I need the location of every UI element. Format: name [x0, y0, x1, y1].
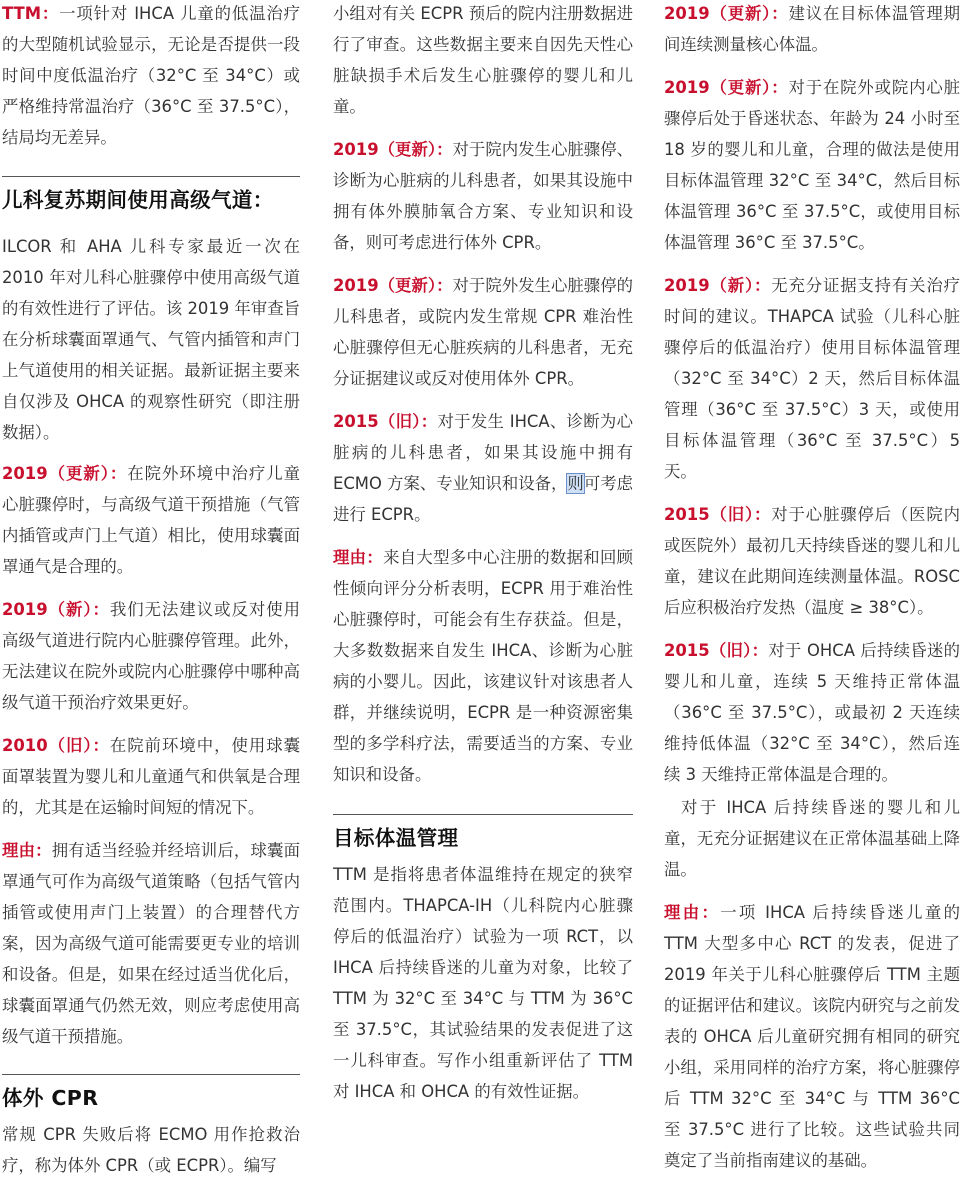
- ecpr-2015-old-text-b: 可考虑进行 ECPR。: [333, 474, 634, 524]
- rec-2019-updated-label: 2019（更新）：: [2, 464, 128, 483]
- ttm-2015-old-2-text: 对于 OHCA 后持续昏迷的婴儿和儿童，连续 5 天维持正常体温（36°C 至 37.5°C），或最初 2 天连续维持低体温（32°C 至 34°C），然后连续 3 天维持正常体温是合理的。: [664, 641, 960, 784]
- ttm-2015-old-2-paragraph: [664, 635, 960, 790]
- ttm-2015-old-2-label: 2015（旧）：: [664, 641, 769, 660]
- airway-intro-paragraph: ILCOR 和 AHA 儿科专家最近一次在 2010 年对儿科心脏骤停中使用高级气道的有效性进行了评估。该 2019 年审查旨在分析球囊面罩通气、气管内插管和声门上气道使用的相关证据。最新证据主要来自仅涉及 OHCA 的观察性研究（即注册数据）。: [2, 237, 300, 442]
- ttm-2019-updated-2-label: 2019（更新）：: [664, 78, 789, 97]
- rationale-ecpr-text: 来自大型多中心注册的数据和回顾性倾向评分分析表明，ECPR 用于难治性心脏骤停时，可能会有生存获益。但是，大多数数据来自发生 IHCA、诊断为心脏病的小婴儿。因此，该建议针对该患者人群，并继续说明，ECPR 是一种资源密集型的多学科疗法，需要适当的方案、专业知识和设备。: [333, 548, 634, 784]
- ecpr-2019-updated-b-label: 2019（更新）：: [333, 276, 453, 295]
- rec-2019-new-label: 2019（新）：: [2, 600, 110, 619]
- ttm-text: 一项针对 IHCA 儿童的低温治疗的大型随机试验显示，无论是否提供一段时间中度低温治疗（32°C 至 34°C）或严格维持常温治疗（36°C 至 37.5°C），结局均无差异。: [2, 4, 300, 147]
- ttm-2019-updated-2-text: 对于在院外或院内心脏骤停后处于昏迷状态、年龄为 24 小时至 18 岁的婴儿和儿童，合理的做法是使用目标体温管理 32°C 至 34°C，然后目标体温管理 36°C 至 37.5°C，或使用目标体温管理 36°C 至 37.5°C。: [664, 78, 961, 252]
- ecpr-2019-updated-a-text: 对于院内发生心脏骤停、诊断为心脏病的儿科患者，如果其设施中拥有体外膜肺氧合方案、专业知识和设备，则可考虑进行体外 CPR。: [333, 140, 634, 252]
- rationale-airway-text: 拥有适当经验并经培训后，球囊面罩通气可作为高级气道策略（包括气管内插管或使用声门上装置）的合理替代方案，因为高级气道可能需要更专业的培训和设备。但是，如果在经过适当优化后，球囊面罩通气仍然无效，则应考虑使用高级气道干预措施。: [2, 841, 301, 1046]
- rec-2010-old-label: 2010（旧）：: [2, 736, 110, 755]
- ttm-2015-old-1-label: 2015（旧）：: [664, 505, 772, 524]
- rationale-airway-label: 理由：: [2, 841, 52, 860]
- ttm-2019-updated-1-label: 2019（更新）：: [664, 4, 789, 23]
- ecpr-2015-old-label: 2015（旧）：: [333, 412, 438, 431]
- heading-ecpr: 体外 CPR: [2, 1074, 300, 1113]
- ttm-2019-new-text: 无充分证据支持有关治疗时间的建议。THAPCA 试验（儿科心脏骤停后的低温治疗）使用目标体温管理（32°C 至 34°C）2 天，然后目标体温管理（36°C 至 37.5°C）3 天，或使用目标体温管理（36°C 至 37.5°C）5 天。: [664, 276, 961, 481]
- rationale-airway-paragraph: [2, 835, 300, 1052]
- column-left: [2, 0, 300, 1181]
- ttm-2019-updated-2-paragraph: [664, 72, 960, 258]
- ttm-2019-new-paragraph: [664, 270, 960, 487]
- ttm-2015-old-1-text: 对于心脏骤停后（医院内或医院外）最初几天持续昏迷的婴儿和儿童，建议在此期间连续测量体温。ROSC 后应积极治疗发热（温度 ≥ 38°C）。: [664, 505, 961, 617]
- rationale-ecpr-paragraph: [333, 542, 633, 790]
- ttm-label: TTM：: [2, 4, 60, 23]
- rec-2019-new-text: 我们无法建议或反对使用高级气道进行院内心脏骤停管理。此外，无法建议在院外或院内心脏骤停中哪种高级气道干预治疗效果更好。: [2, 600, 300, 712]
- heading-pediatric-airway: 儿科复苏期间使用高级气道：: [2, 176, 300, 217]
- rec-2010-old-paragraph: [2, 730, 300, 823]
- ecpr-intro-paragraph: 常规 CPR 失败后将 ECMO 用作抢救治疗，称为体外 CPR（或 ECPR）。编写: [2, 1125, 300, 1175]
- ttm-2015-old-1-paragraph: [664, 499, 960, 623]
- rationale-ttm-label: 理由：: [664, 903, 721, 922]
- ecpr-2019-updated-a-paragraph: [333, 134, 633, 258]
- ecpr-2015-old-text-a: 对于发生 IHCA、诊断为心脏病的儿科患者，如果其设施中拥有 ECMO 方案、专业知识和设备，: [333, 412, 634, 493]
- ecpr-2015-old-paragraph: [333, 406, 633, 530]
- text-selection-highlight[interactable]: 则: [567, 474, 584, 493]
- heading-targeted-temperature-management: 目标体温管理: [333, 814, 633, 853]
- rec-2010-old-text: 在院前环境中，使用球囊面罩装置为婴儿和儿童通气和供氧是合理的，尤其是在运输时间短的情况下。: [2, 736, 300, 817]
- rec-2019-updated-paragraph: [2, 458, 300, 582]
- column-right: [664, 0, 960, 1176]
- ttm-2019-updated-1-paragraph: [664, 0, 960, 60]
- column-middle: [333, 0, 633, 1107]
- ttm-2019-new-label: 2019（新）：: [664, 276, 772, 295]
- rationale-ecpr-label: 理由：: [333, 548, 384, 567]
- ttm-paragraph: [2, 0, 300, 153]
- rec-2019-updated-text: 在院外环境中治疗儿童心脏骤停时，与高级气道干预措施（气管内插管或声门上气道）相比，使用球囊面罩通气是合理的。: [2, 464, 301, 576]
- ecpr-2019-updated-a-label: 2019（更新）：: [333, 140, 453, 159]
- ecpr-2019-updated-b-paragraph: [333, 270, 633, 394]
- rec-2019-new-paragraph: [2, 594, 300, 718]
- ttm-intro-paragraph: TTM 是指将患者体温维持在规定的狭窄范围内。THAPCA-IH（儿科院内心脏骤停后的低温治疗）试验为一项 RCT，以 IHCA 后持续昏迷的儿童为对象，比较了 TTM 为 32°C 至 34°C 与 TTM 为 36°C 至 37.5°C，其试验结果的发表促进了这一儿科审查。写作小组重新评估了 TTM 对 IHCA 和 OHCA 的有效性证据。: [333, 865, 633, 1101]
- rationale-ttm-text: 一项 IHCA 后持续昏迷儿童的 TTM 大型多中心 RCT 的发表，促进了 2019 年关于儿科心脏骤停后 TTM 主题的证据评估和建议。该院内研究与之前发表的 OHCA 后儿童研究拥有相同的研究小组，采用同样的治疗方案，将心脏骤停后 TTM 32°C 至 34°C 与 TTM 36°C 至 37.5°C 进行了比较。这些试验共同奠定了当前指南建议的基础。: [664, 903, 961, 1170]
- rationale-ttm-paragraph: [664, 897, 960, 1176]
- ttm-2019-updated-1-text: 建议在目标体温管理期间连续测量核心体温。: [664, 4, 961, 54]
- ecpr-continued-paragraph: 小组对有关 ECPR 预后的院内注册数据进行了审查。这些数据主要来自因先天性心脏缺损手术后发生心脏骤停的婴儿和儿童。: [333, 4, 633, 116]
- ecpr-2019-updated-b-text: 对于院外发生心脏骤停的儿科患者，或院内发生常规 CPR 难治性心脏骤停但无心脏疾病的儿科患者，无充分证据建议或反对使用体外 CPR。: [333, 276, 634, 388]
- ttm-ihca-paragraph: 对于 IHCA 后持续昏迷的婴儿和儿童，无充分证据建议在正常体温基础上降温。: [664, 798, 960, 879]
